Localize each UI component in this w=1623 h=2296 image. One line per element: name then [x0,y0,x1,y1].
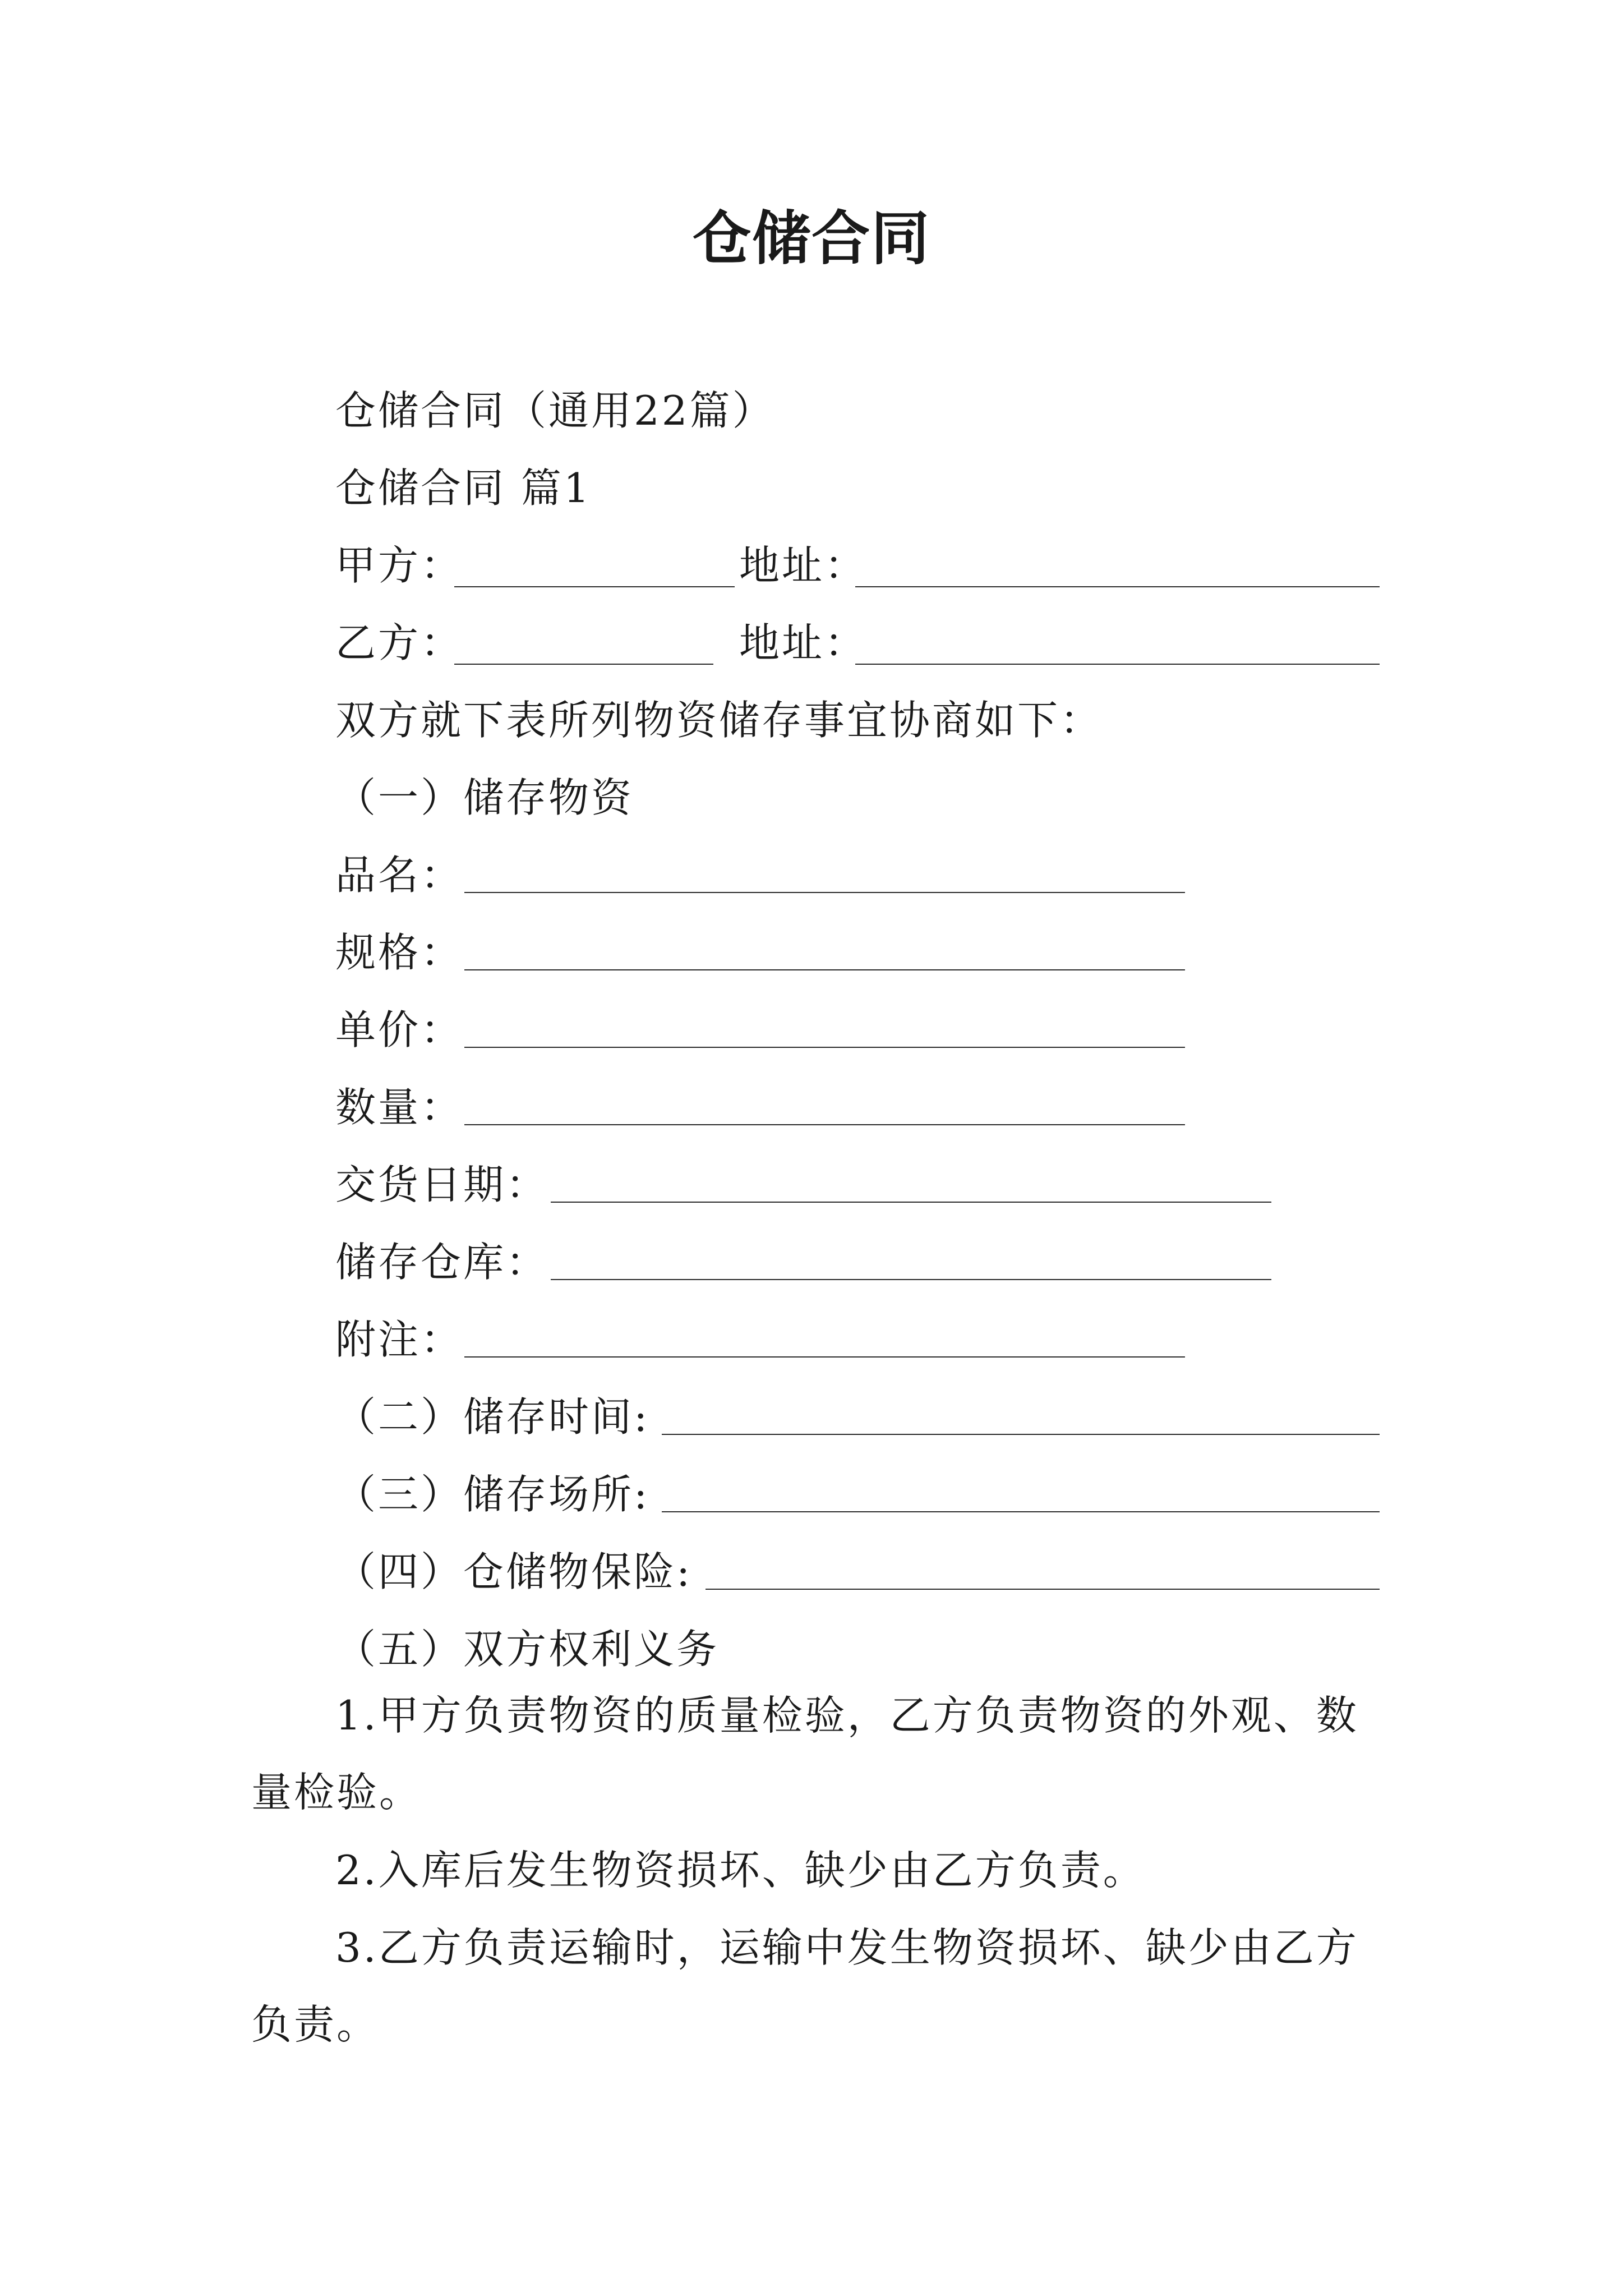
field-delivery-blank[interactable] [551,1202,1271,1203]
clause-2: 2.入库后发生物资损坏、缺少由乙方负责。 [335,1847,1146,1894]
field-warehouse-label: 储存仓库： [335,1239,549,1286]
intro-text: 双方就下表所列物资储存事宜协商如下： [335,697,1103,744]
section-4-blank[interactable] [706,1589,1380,1590]
document-subtitle: 仓储合同（通用22篇） [335,387,775,434]
party-a-address-label: 地址： [739,542,868,589]
party-b-address-label: 地址： [739,619,868,666]
section-2-blank[interactable] [662,1434,1380,1435]
party-b-blank[interactable] [454,664,713,665]
document-title: 仓储合同 [692,204,930,273]
field-price-label: 单价： [335,1006,464,1053]
party-a-blank[interactable] [454,586,735,587]
section-2-label: （二）储存时间: [335,1393,650,1441]
field-notes-blank[interactable] [464,1356,1185,1358]
clause-1: 1.甲方负责物资的质量检验，乙方负责物资的外观、数量检验。 [251,1692,1359,1816]
field-spec-label: 规格： [335,929,464,976]
field-spec-blank[interactable] [464,969,1185,970]
party-a-address-blank[interactable] [855,586,1380,587]
field-name-blank[interactable] [464,892,1185,893]
field-price-blank[interactable] [464,1047,1185,1048]
field-delivery-label: 交货日期： [335,1161,549,1208]
section-3-label: （三）储存场所: [335,1471,650,1518]
field-notes-label: 附注： [335,1316,464,1363]
section-3-blank[interactable] [662,1511,1380,1512]
section-5-heading: （五）双方权利义务 [335,1626,720,1673]
section-4-label: （四）仓储物保险: [335,1548,693,1595]
field-warehouse-blank[interactable] [551,1279,1271,1280]
party-b-address-blank[interactable] [855,664,1380,665]
field-name-label: 品名： [335,852,464,899]
party-b-label: 乙方： [335,619,464,666]
field-qty-blank[interactable] [464,1124,1185,1125]
clause-3: 3.乙方负责运输时，运输中发生物资损坏、缺少由乙方负责。 [251,1924,1359,2048]
field-qty-label: 数量： [335,1084,464,1131]
section-1-heading: （一）储存物资 [335,774,634,821]
party-a-label: 甲方： [335,542,464,589]
section-label: 仓储合同 篇1 [335,464,592,512]
